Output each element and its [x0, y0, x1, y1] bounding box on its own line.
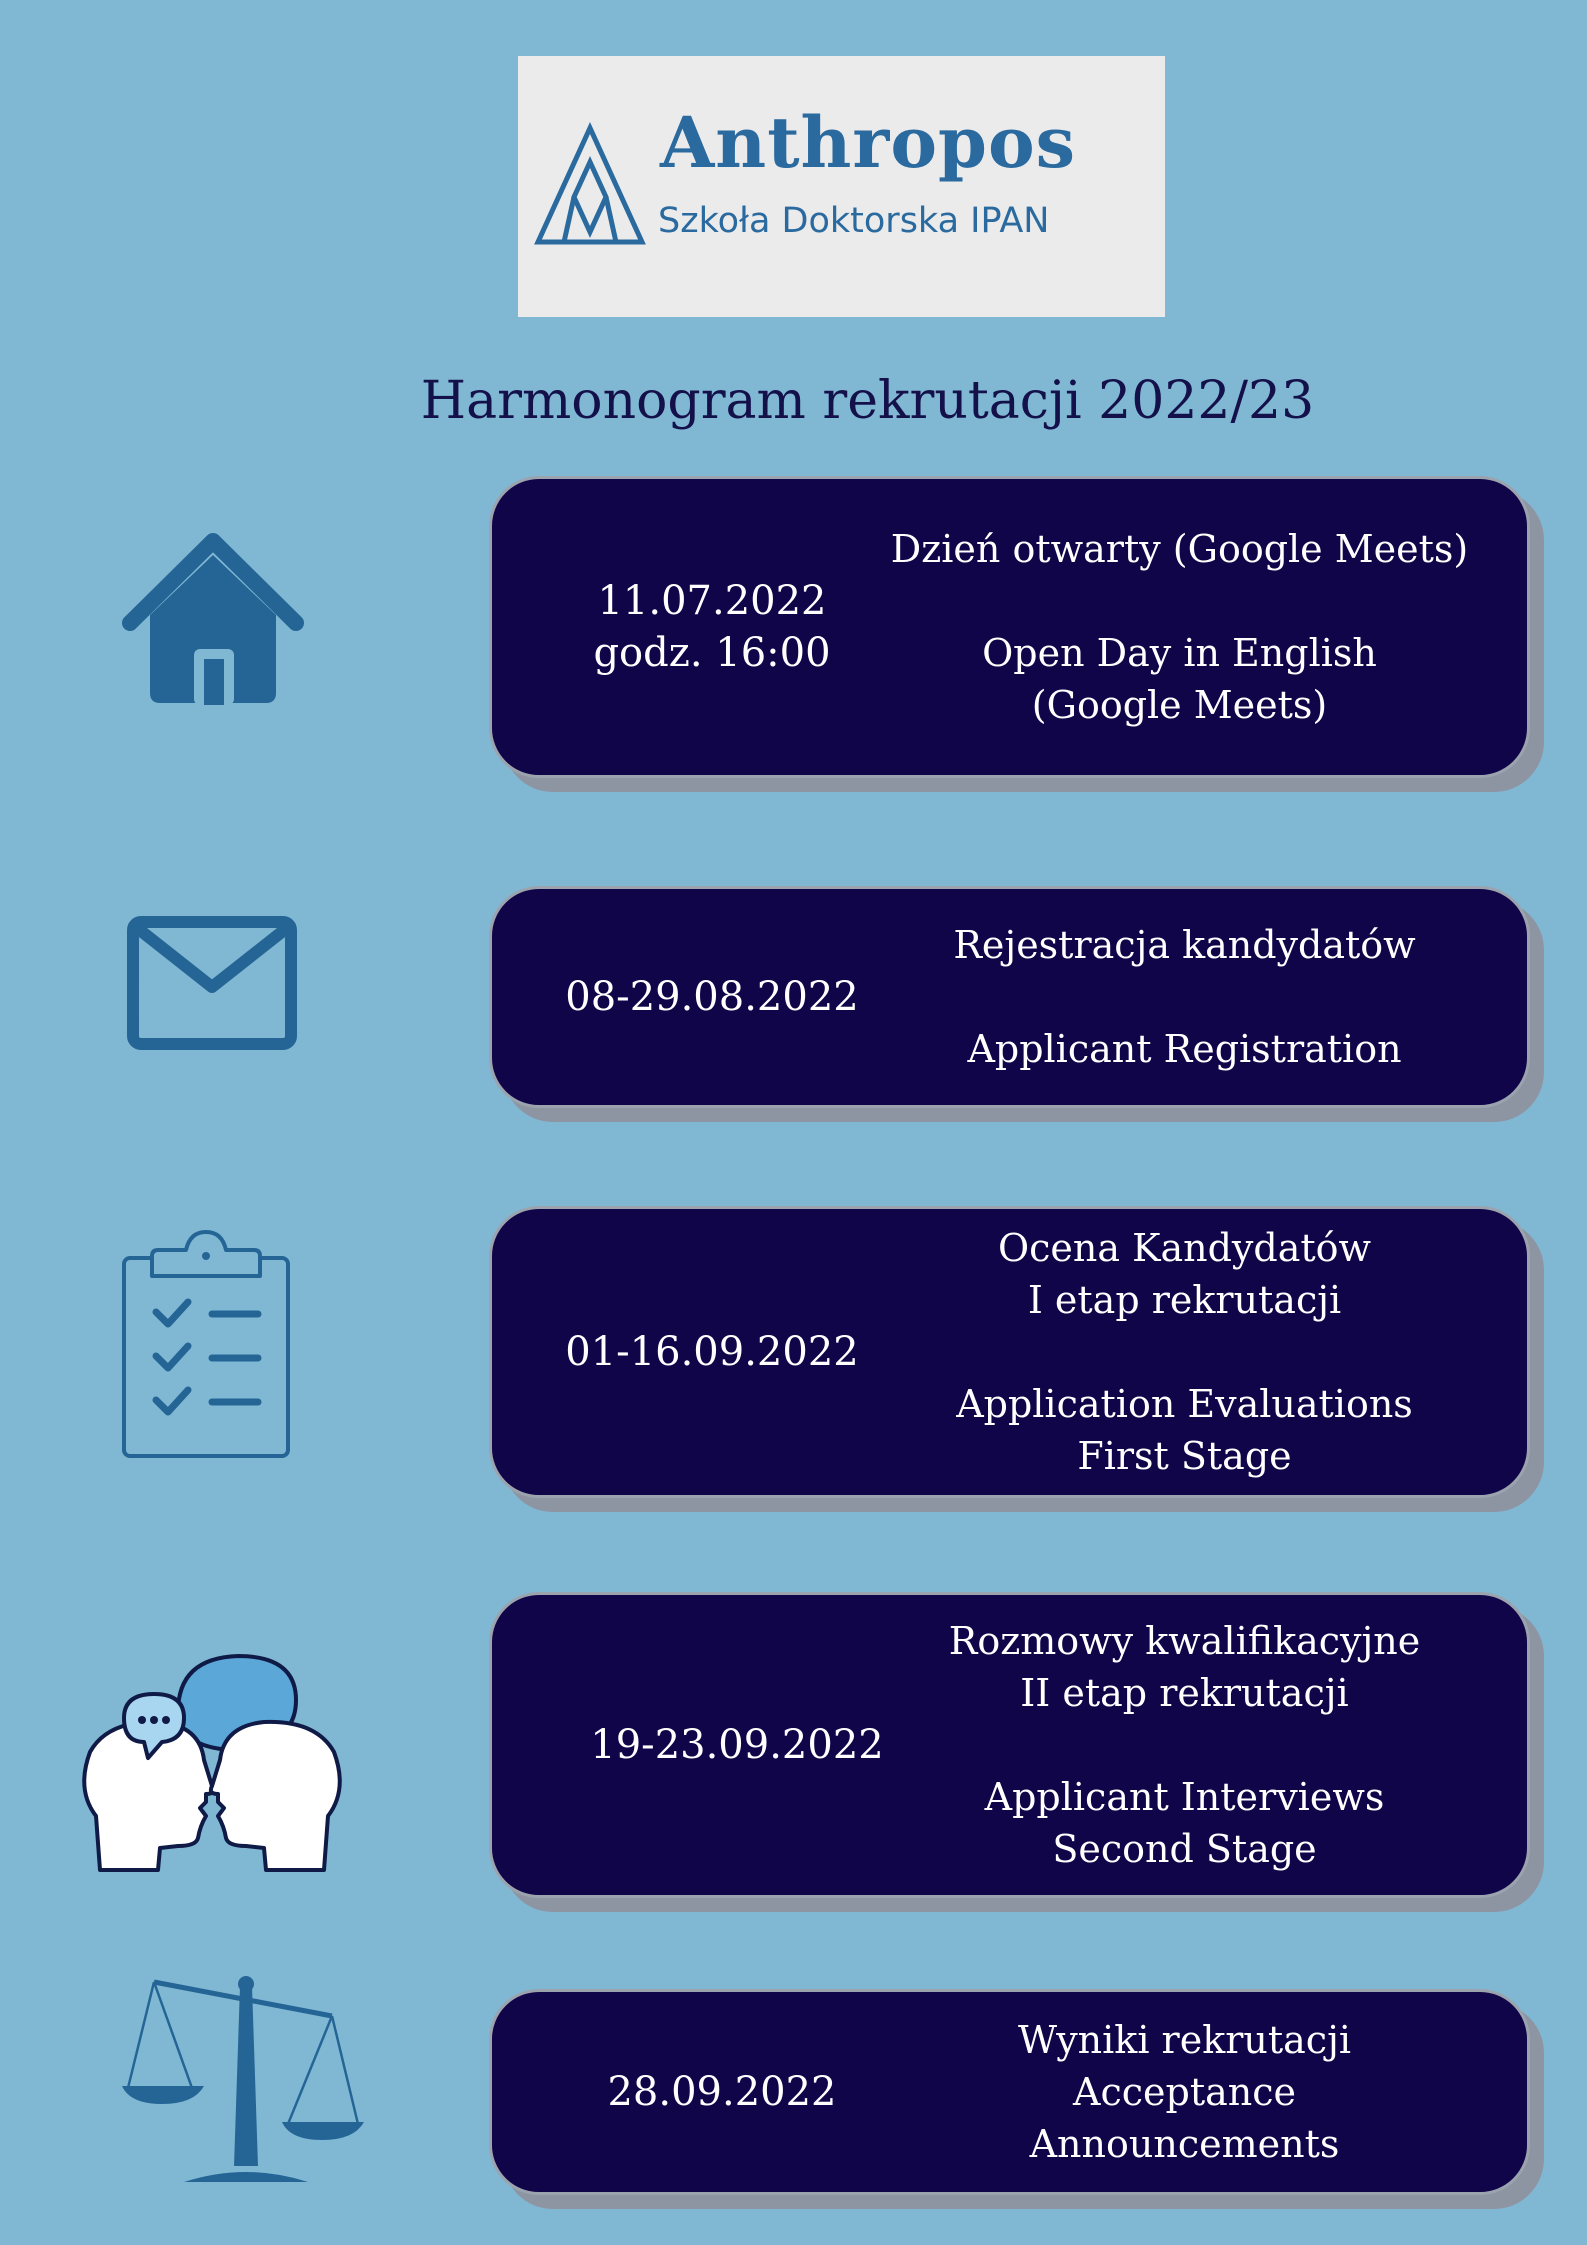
clipboard-checklist-icon: [120, 1228, 292, 1460]
envelope-icon: [126, 915, 298, 1051]
conversation-heads-icon: [82, 1648, 342, 1874]
step-card-registration: [489, 886, 1530, 1108]
step-date: 01-16.09.2022: [565, 1329, 859, 1375]
house-icon: [122, 533, 304, 705]
step-description: Rejestracja kandydatów Applicant Registration: [953, 923, 1416, 1071]
step-card-evaluation: [489, 1206, 1530, 1498]
step-card-open-day: [489, 476, 1530, 778]
logo-subtitle: Szkoła Doktorska IPAN: [658, 201, 1050, 241]
scales-icon: [120, 1972, 368, 2190]
triangle-logo-icon: [530, 122, 650, 252]
step-description: Dzień otwarty (Google Meets) Open Day in English (Google Meets): [890, 527, 1469, 727]
step-date: 08-29.08.2022: [565, 974, 859, 1020]
step-date: 28.09.2022: [607, 2069, 837, 2115]
step-card-interviews: [489, 1592, 1530, 1898]
step-date: 11.07.2022 godz. 16:00: [593, 578, 831, 676]
step-description: Ocena Kandydatów I etap rekrutacji Application Evaluations First Stage: [956, 1226, 1413, 1478]
step-description: Rozmowy kwalifikacyjne II etap rekrutacji Applicant Interviews Second Stage: [948, 1619, 1421, 1871]
logo-title: Anthropos: [660, 101, 1077, 184]
step-date: 19-23.09.2022: [590, 1722, 884, 1768]
step-card-results: [489, 1989, 1530, 2195]
logo: [518, 56, 1165, 317]
step-description: Wyniki rekrutacji Acceptance Announcements: [1017, 2018, 1352, 2166]
page-title: Harmonogram rekrutacji 2022/23: [420, 371, 1315, 431]
